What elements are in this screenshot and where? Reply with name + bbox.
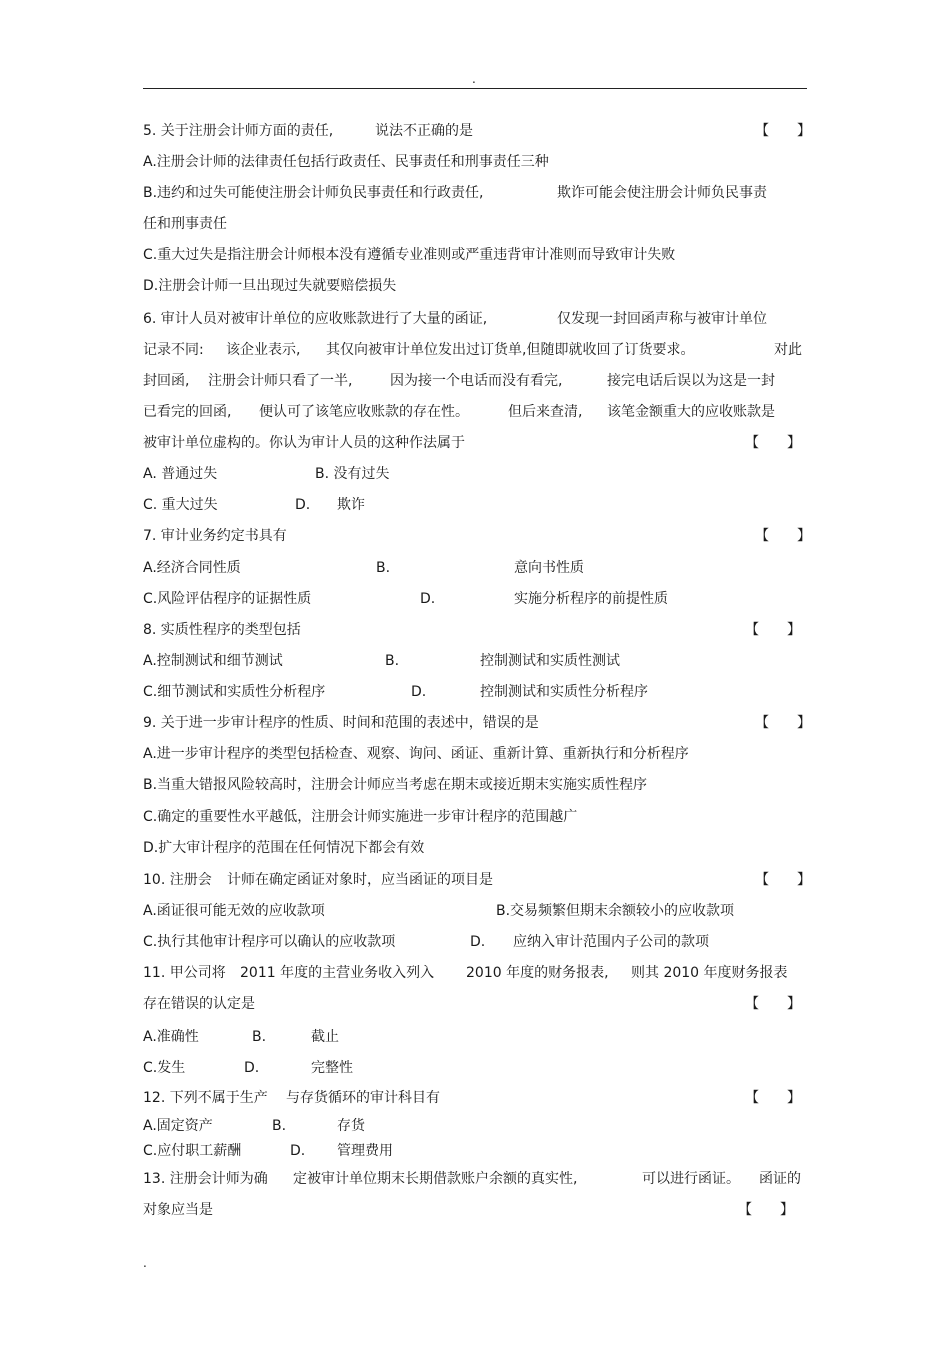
q5-stem-part1: 5. 关于注册会计师方面的责任,: [143, 123, 334, 139]
q6-line4-part1: 已看完的回函,: [143, 404, 232, 420]
q7-option-b-text: 意向书性质: [514, 560, 584, 576]
q11-line1-part2: 2011 年度的主营业务收入列入: [240, 965, 435, 981]
q6-line2-part3: 其仅向被审计单位发出过订货单,但随即就收回了订货要求。: [326, 342, 695, 358]
q11-line1-part4: 则其 2010 年度财务报表: [631, 965, 788, 981]
q11-option-d-text: 完整性: [311, 1060, 353, 1076]
q9-answer-bracket: 【 】: [755, 715, 811, 731]
q9-option-b: B.当重大错报风险较高时，注册会计师应当考虑在期末或接近期末实施实质性程序: [143, 777, 648, 793]
q6-line2-part2: 该企业表示,: [226, 342, 301, 358]
q5-option-b-cont: 任和刑事责任: [143, 216, 227, 232]
q9-stem: 9. 关于进一步审计程序的性质、时间和范围的表述中，错误的是: [143, 715, 539, 731]
q6-line4-part4: 该笔金额重大的应收账款是: [607, 404, 775, 420]
q11-line1-part1: 11. 甲公司将: [143, 965, 226, 981]
q13-line1-part2: 定被审计单位期末长期借款账户余额的真实性,: [293, 1171, 578, 1187]
q6-line3-part1: 封回函,: [143, 373, 190, 389]
q5-option-b-part1: B.违约和过失可能使注册会计师负民事责任和行政责任,: [143, 185, 484, 201]
q6-line4-part2: 便认可了该笔应收账款的存在性。: [259, 404, 469, 420]
q13-line1-part4: 函证的: [759, 1171, 801, 1187]
q8-option-d-letter: D.: [411, 684, 427, 700]
q5-option-c: C.重大过失是指注册会计师根本没有遵循专业准则或严重违背审计准则而导致审计失败: [143, 247, 676, 263]
q10-option-a: A.函证很可能无效的应收款项: [143, 903, 325, 919]
q8-option-b-letter: B.: [385, 653, 400, 669]
q12-option-d-text: 管理费用: [337, 1143, 393, 1159]
q13-line2: 对象应当是: [143, 1202, 213, 1218]
q6-line1-part1: 6. 审计人员对被审计单位的应收账款进行了大量的函证,: [143, 311, 488, 327]
q11-option-c: C.发生: [143, 1060, 186, 1076]
q11-option-b-text: 截止: [311, 1029, 339, 1045]
q7-answer-bracket: 【 】: [755, 528, 811, 544]
q9-option-c: C.确定的重要性水平越低，注册会计师实施进一步审计程序的范围越广: [143, 809, 578, 825]
q12-stem-part2: 与存货循环的审计科目有: [286, 1090, 440, 1106]
q6-option-d-letter: D.: [295, 497, 311, 513]
q11-option-b-letter: B.: [252, 1029, 267, 1045]
q6-line2-part4: 对此: [774, 342, 802, 358]
q6-line3-part3: 因为接一个电话而没有看完,: [390, 373, 563, 389]
q7-option-b-letter: B.: [376, 560, 391, 576]
q7-option-d-text: 实施分析程序的前提性质: [514, 591, 668, 607]
q5-option-d: D.注册会计师一旦出现过失就要赔偿损失: [143, 278, 397, 294]
q11-line1-part3: 2010 年度的财务报表,: [466, 965, 609, 981]
q10-answer-bracket: 【 】: [755, 872, 811, 888]
q12-option-b-text: 存货: [337, 1118, 365, 1134]
q11-option-d-letter: D.: [244, 1060, 260, 1076]
q10-option-d-letter: D.: [470, 934, 486, 950]
q12-option-b-letter: B.: [272, 1118, 287, 1134]
q12-option-d-letter: D.: [290, 1143, 306, 1159]
q7-option-c: C.风险评估程序的证据性质: [143, 591, 312, 607]
q7-option-a: A.经济合同性质: [143, 560, 241, 576]
q8-option-b-text: 控制测试和实质性测试: [480, 653, 620, 669]
q6-line3-part4: 接完电话后误以为这是一封: [607, 373, 775, 389]
q10-stem-part1: 10. 注册会: [143, 872, 212, 888]
q10-option-d-text: 应纳入审计范围内子公司的款项: [513, 934, 709, 950]
q5-stem-part2: 说法不正确的是: [375, 123, 473, 139]
q6-option-b: B. 没有过失: [315, 466, 390, 482]
q13-answer-bracket: 【 】: [738, 1202, 794, 1218]
q6-line3-part2: 注册会计师只看了一半,: [208, 373, 353, 389]
q6-line4-part3: 但后来查清,: [508, 404, 583, 420]
q6-option-d-text: 欺诈: [337, 497, 365, 513]
q5-option-a: A.注册会计师的法律责任包括行政责任、民事责任和刑事责任三种: [143, 154, 549, 170]
q13-line1-part1: 13. 注册会计师为确: [143, 1171, 268, 1187]
q5-answer-bracket: 【 】: [755, 123, 811, 139]
q12-answer-bracket: 【 】: [745, 1090, 801, 1106]
q6-option-a: A. 普通过失: [143, 466, 218, 482]
q9-option-d: D.扩大审计程序的范围在任何情况下都会有效: [143, 840, 425, 856]
q6-option-c: C. 重大过失: [143, 497, 218, 513]
q5-option-b-part2: 欺诈可能会使注册会计师负民事责: [557, 185, 767, 201]
q10-stem-part2: 计师在确定函证对象时，应当函证的项目是: [227, 872, 493, 888]
q7-stem: 7. 审计业务约定书具有: [143, 528, 287, 544]
q11-answer-bracket: 【 】: [745, 996, 801, 1012]
q6-line5: 被审计单位虚构的。你认为审计人员的这种作法属于: [143, 435, 465, 451]
q12-option-c: C.应付职工薪酬: [143, 1143, 242, 1159]
q9-option-a: A.进一步审计程序的类型包括检查、观察、询问、函证、重新计算、重新执行和分析程序: [143, 746, 689, 762]
q11-option-a: A.准确性: [143, 1029, 199, 1045]
q6-answer-bracket: 【 】: [745, 435, 801, 451]
q10-option-c: C.执行其他审计程序可以确认的应收款项: [143, 934, 396, 950]
q8-stem: 8. 实质性程序的类型包括: [143, 622, 301, 638]
header-rule: [143, 88, 807, 89]
q8-option-c: C.细节测试和实质性分析程序: [143, 684, 326, 700]
q12-option-a: A.固定资产: [143, 1118, 213, 1134]
q12-stem-part1: 12. 下列不属于生产: [143, 1090, 268, 1106]
q6-line1-part2: 仅发现一封回函声称与被审计单位: [557, 311, 767, 327]
q10-option-b: B.交易频繁但期末余额较小的应收款项: [496, 903, 735, 919]
q8-answer-bracket: 【 】: [745, 622, 801, 638]
q6-line2-part1: 记录不同:: [143, 342, 204, 358]
q13-line1-part3: 可以进行函证。: [642, 1171, 740, 1187]
q8-option-a: A.控制测试和细节测试: [143, 653, 283, 669]
footer-dot: .: [143, 1256, 147, 1270]
q8-option-d-text: 控制测试和实质性分析程序: [480, 684, 648, 700]
q7-option-d-letter: D.: [420, 591, 436, 607]
q11-line2: 存在错误的认定是: [143, 996, 255, 1012]
header-dot: .: [472, 72, 476, 86]
